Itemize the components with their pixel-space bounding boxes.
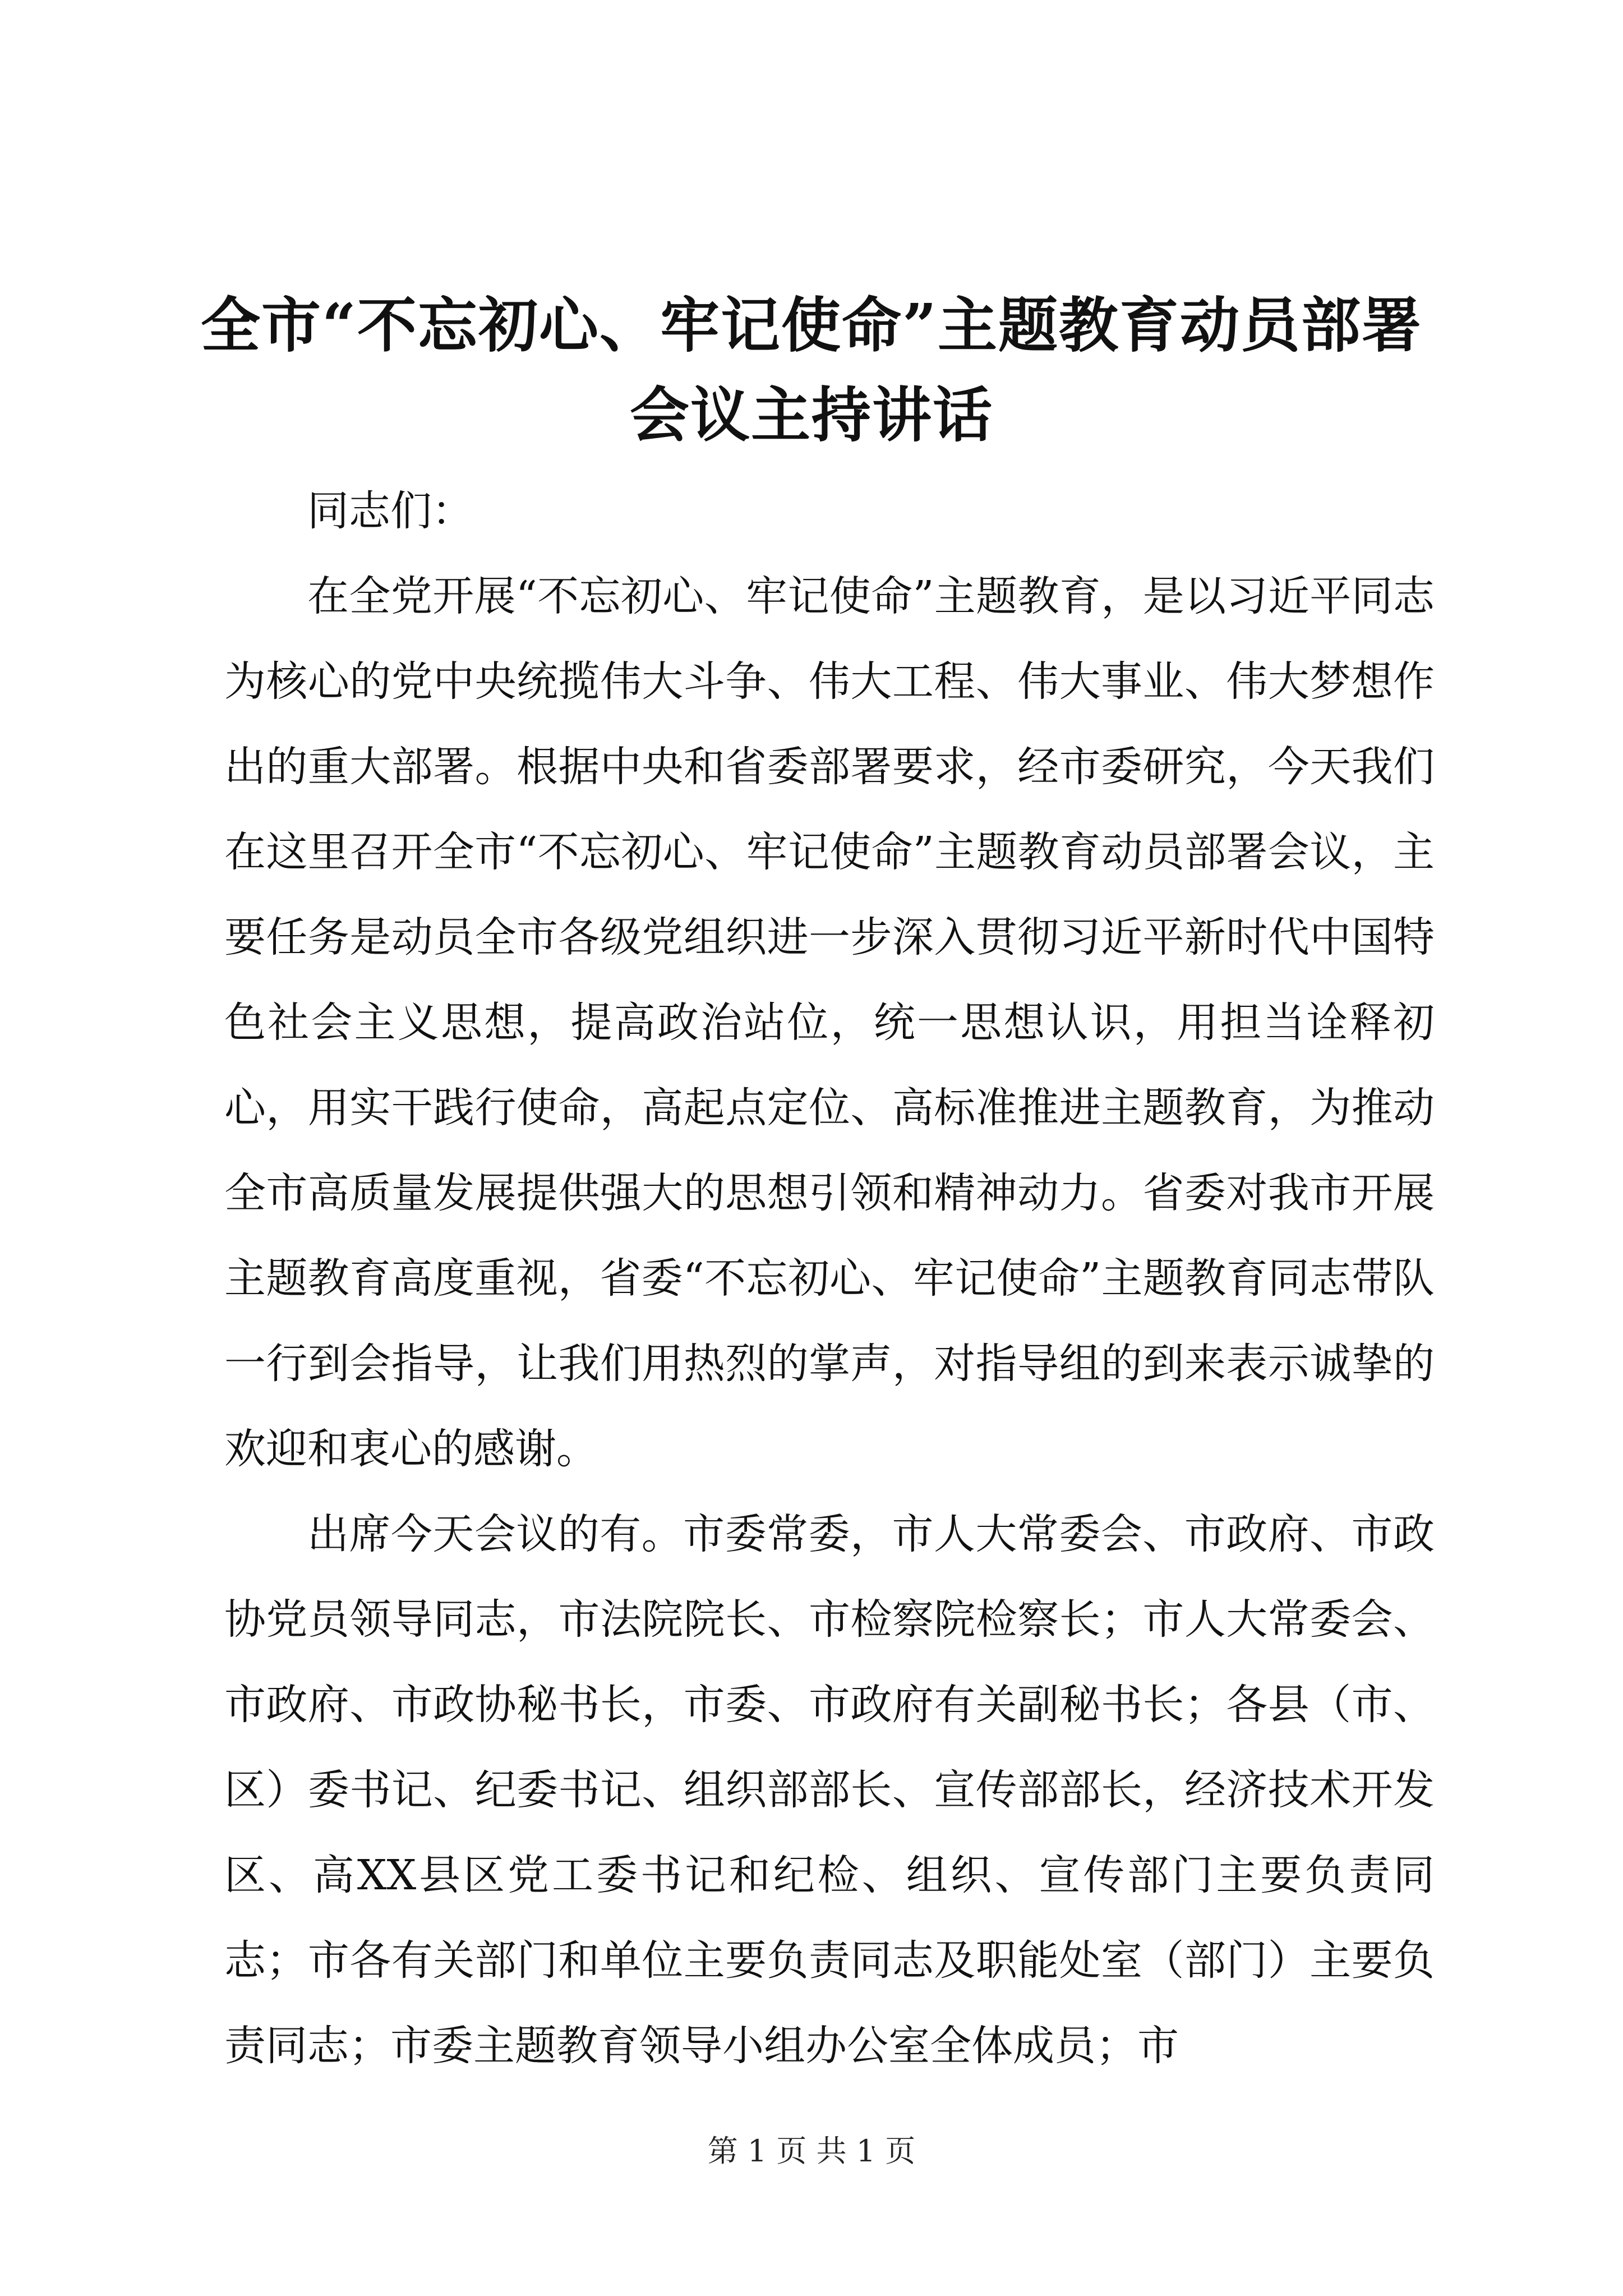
document-body [224, 468, 1435, 2088]
paragraph-2: 出席今天会议的有。市委常委，市人大常委会、市政府、市政协党员领导同志，市法院院长、市检察院检察长；市人大常委会、市政府、市政协秘书长，市委、市政府有关副秘书长；各县（市、区）委书记、纪委书记、组织部部长、宣传部部长，经济技术开发区、高XX县区党工委书记和纪检、组织、宣传部门主要负责同志；市各有关部门和单位主要负责同志及职能处室（部门）主要负责同志；市委主题教育领导小组办公室全体成员；市 [224, 1510, 1435, 2070]
salutation: 同志们： [307, 487, 473, 535]
paragraph-1: 在全党开展“不忘初心、牢记使命”主题教育，是以习近平同志为核心的党中央统揽伟大斗争、伟大工程、伟大事业、伟大梦想作出的重大部署。根据中央和省委部署要求，经市委研究，今天我们在这里召开全市“不忘初心、牢记使命”主题教育动员部署会议，主要任务是动员全市各级党组织进一步深入贯彻习近平新时代中国特色社会主义思想，提高政治站位，统一思想认识，用担当诠释初心，用实干践行使命，高起点定位、高标准推进主题教育，为推动全市高质量发展提供强大的思想引领和精神动力。省委对我市开展主题教育高度重视，省委“不忘初心、牢记使命”主题教育同志带队一行到会指导，让我们用热烈的掌声，对指导组的到来表示诚挚的欢迎和衷心的感谢。 [224, 572, 1435, 1473]
page-footer: 第 1 页 共 1 页 [707, 2133, 916, 2169]
document-title: 全市“不忘初心、牢记使命”主题教育动员部署会议主持讲话 [201, 290, 1422, 450]
